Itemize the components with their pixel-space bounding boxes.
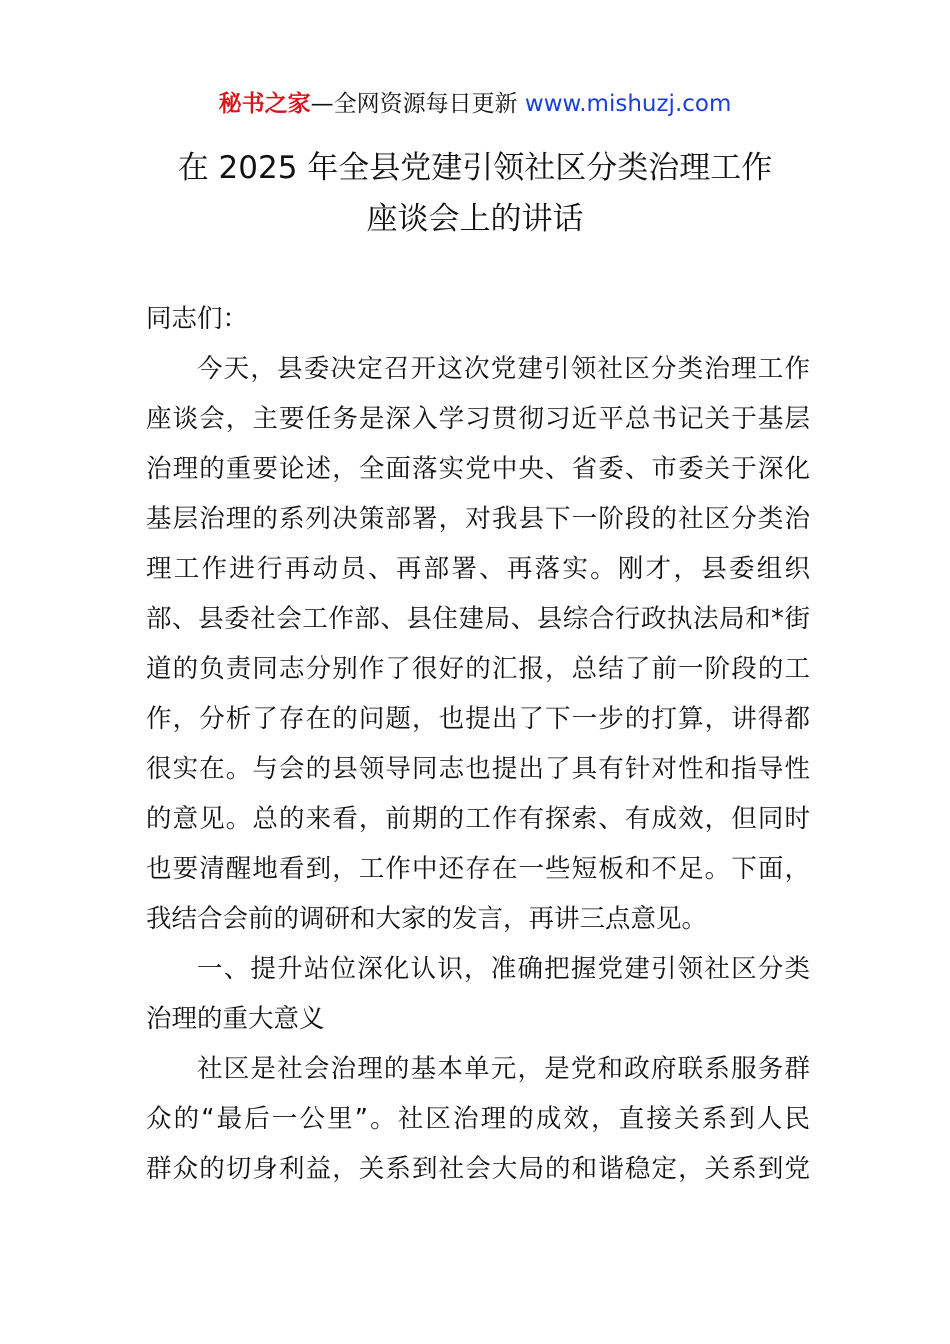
paragraph-1-line: 我结合会前的调研和大家的发言，再讲三点意见。 bbox=[146, 904, 708, 934]
section-heading-line: 治理的重大意义 bbox=[146, 1004, 325, 1034]
paragraph-1-line: 的意见。总的来看，前期的工作有探索、有成效，但同时 bbox=[146, 804, 810, 834]
site-tagline: —全网资源每日更新 bbox=[310, 91, 525, 117]
section-heading-line: 一、提升站位深化认识，准确把握党建引领社区分类 bbox=[197, 954, 810, 984]
site-brand: 秘书之家 bbox=[218, 91, 311, 117]
paragraph-3-line: 众的“最后一公里”。社区治理的成效，直接关系到人民 bbox=[146, 1104, 810, 1134]
site-header bbox=[0, 86, 950, 122]
document-title-line-2: 座谈会上的讲话 bbox=[366, 201, 584, 237]
document-body bbox=[146, 344, 810, 1194]
paragraph-1-line: 也要清醒地看到，工作中还存在一些短板和不足。下面， bbox=[146, 854, 810, 884]
paragraph-1-line: 很实在。与会的县领导同志也提出了具有针对性和指导性 bbox=[146, 754, 810, 784]
salutation: 同志们： bbox=[146, 304, 249, 334]
site-url-link[interactable]: www.mishuzj.com bbox=[524, 91, 732, 117]
document-title-line-1: 在 2025 年全县党建引领社区分类治理工作 bbox=[177, 150, 773, 186]
paragraph-1-line: 座谈会，主要任务是深入学习贯彻习近平总书记关于基层 bbox=[146, 404, 810, 434]
paragraph-1-line: 作，分析了存在的问题，也提出了下一步的打算，讲得都 bbox=[146, 704, 810, 734]
paragraph-3-line: 群众的切身利益，关系到社会大局的和谐稳定，关系到党 bbox=[146, 1154, 810, 1184]
paragraph-1-line: 今天，县委决定召开这次党建引领社区分类治理工作 bbox=[197, 354, 810, 384]
paragraph-1-line: 理工作进行再动员、再部署、再落实。刚才，县委组织 bbox=[146, 554, 810, 584]
paragraph-1-line: 道的负责同志分别作了很好的汇报，总结了前一阶段的工 bbox=[146, 654, 810, 684]
paragraph-3-line: 社区是社会治理的基本单元，是党和政府联系服务群 bbox=[197, 1054, 810, 1084]
paragraph-1-line: 治理的重要论述，全面落实党中央、省委、市委关于深化 bbox=[146, 454, 810, 484]
paragraph-1-line: 基层治理的系列决策部署，对我县下一阶段的社区分类治 bbox=[146, 504, 810, 534]
paragraph-1-line: 部、县委社会工作部、县住建局、县综合行政执法局和*街 bbox=[146, 604, 810, 634]
